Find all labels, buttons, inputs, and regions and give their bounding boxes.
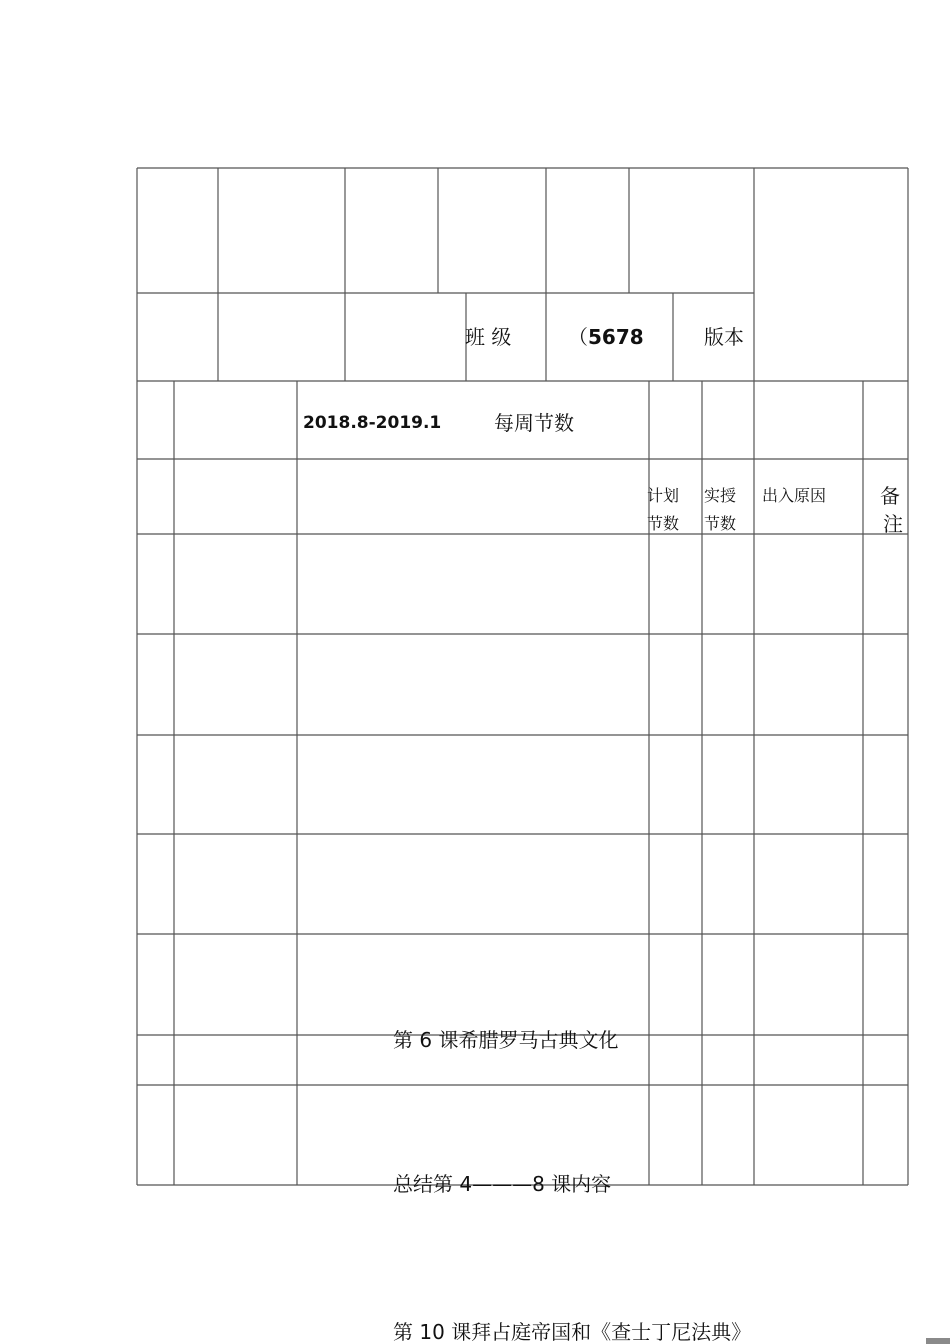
remarks-header-line2: 注 bbox=[883, 512, 903, 536]
edition-label: 版本 bbox=[704, 325, 744, 349]
class-label: 班 级 bbox=[465, 325, 512, 349]
scrollbar-thumb[interactable] bbox=[926, 1338, 950, 1344]
lesson-item: 总结第 4———8 课内容 bbox=[393, 1172, 612, 1196]
lesson-item: 第 6 课希腊罗马古典文化 bbox=[393, 1028, 619, 1052]
planned-hours-header-line1: 计划 bbox=[647, 486, 680, 505]
actual-hours-header-line2: 节数 bbox=[704, 514, 737, 533]
term-dates: 2018.8-2019.1 bbox=[303, 413, 442, 433]
class-number: 5678 bbox=[588, 325, 644, 349]
lesson-item: 第 10 课拜占庭帝国和《查士丁尼法典》 bbox=[393, 1320, 752, 1344]
class-value-paren: （ bbox=[568, 325, 588, 349]
planned-hours-header-line2: 节数 bbox=[647, 514, 680, 533]
deviation-reason-header: 出入原因 bbox=[762, 486, 827, 505]
actual-hours-header-line1: 实授 bbox=[704, 486, 737, 505]
weekly-hours-label: 每周节数 bbox=[494, 411, 574, 435]
remarks-header-line1: 备 bbox=[880, 484, 900, 508]
